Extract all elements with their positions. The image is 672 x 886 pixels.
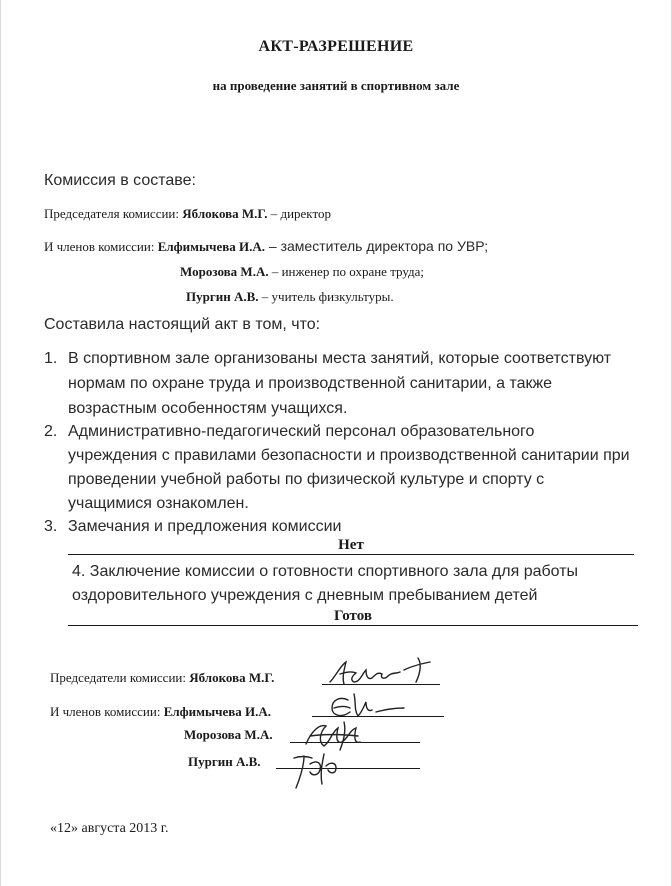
member-line-2 — [180, 264, 424, 280]
member-name: Морозова М.А. — [180, 264, 269, 279]
document-date: «12» августа 2013 г. — [50, 821, 169, 836]
sign-chair-prefix: Председатели комиссии: — [50, 670, 190, 685]
sign-chair-line — [50, 670, 274, 686]
item-number: 3. — [44, 518, 58, 535]
sign-members-prefix: И членов комиссии: — [50, 704, 164, 719]
item-number: 1. — [44, 350, 58, 367]
member-name: Елфимычева И.А. — [157, 239, 266, 254]
chair-prefix: Председателя комиссии: — [44, 206, 183, 221]
item-2-line: Административно-педагогический персонал образовательного — [68, 423, 535, 440]
sign-member-line-1 — [50, 704, 271, 720]
item-1-line: возрастным особенностям учащихся. — [68, 400, 348, 417]
remarks-underline — [68, 554, 634, 555]
member-line-3 — [186, 289, 394, 305]
conclusion-line: 4. Заключение комиссии о готовности спортивного зала для работы — [72, 563, 579, 580]
members-prefix: И членов комиссии: — [44, 239, 158, 254]
item-1-line: В спортивном зале организованы места занятий, которые соответствуют — [68, 350, 612, 367]
member-role: – инженер по охране труда; — [268, 264, 425, 279]
remarks-value: Нет — [338, 537, 364, 553]
conclusion-value: Готов — [334, 608, 372, 624]
member-name: Пургин А.В. — [186, 289, 259, 304]
sign-member-name: Пургин А.В. — [188, 754, 261, 769]
item-1-line: нормам по охране труда и производственной санитарии, а также — [68, 375, 553, 392]
commission-heading: Комиссия в составе: — [44, 172, 196, 189]
compiled-line: Составила настоящий акт в том, что: — [44, 316, 321, 333]
document-title: АКТ-РАЗРЕШЕНИЕ — [258, 38, 414, 55]
member-role: – заместитель директора по УВР; — [265, 238, 489, 254]
sign-member-name: Морозова М.А. — [184, 727, 273, 742]
chair-role: – директор — [267, 206, 331, 221]
item-number: 2. — [44, 423, 58, 440]
conclusion-line: оздоровительного учреждения с дневным пребыванием детей — [72, 587, 538, 604]
conclusion-underline — [68, 625, 638, 626]
signature-member-3-image — [286, 744, 356, 794]
chair-line — [44, 206, 331, 222]
member-role: – учитель физкультуры. — [258, 289, 394, 304]
item-2-line: учреждения с правилами безопасности и производственной санитарии при — [68, 447, 630, 464]
sign-chair-name: Яблокова М.Г. — [189, 670, 275, 685]
item-2-line: проведении учебной работы по физической культуре и спорту с — [68, 471, 545, 488]
member-line-1 — [44, 238, 488, 255]
chair-name: Яблокова М.Г. — [182, 206, 268, 221]
item-2-line: учащимися ознакомлен. — [68, 495, 249, 512]
document-subtitle: на проведение занятий в спортивном зале — [212, 78, 460, 93]
item-3-line: Замечания и предложения комиссии — [68, 518, 342, 535]
left-border — [0, 0, 1, 886]
sign-member-name: Елфимычева И.А. — [163, 704, 272, 719]
